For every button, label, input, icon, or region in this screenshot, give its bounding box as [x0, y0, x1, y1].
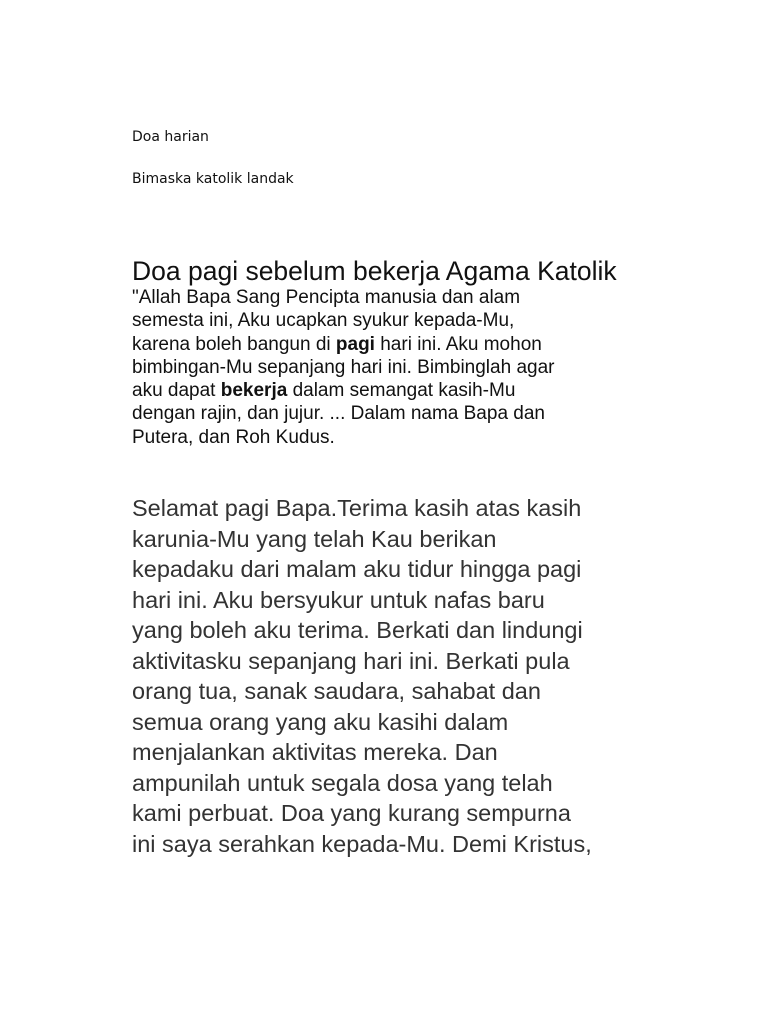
prayer1-line: bimbingan-Mu sepanjang hari ini. Bimbinglah agar	[132, 356, 555, 378]
prayer2-line: ini saya serahkan kepada-Mu. Demi Kristus,	[132, 830, 592, 857]
document-title: Doa harian	[132, 129, 209, 145]
prayer2-line: orang tua, sanak saudara, sahabat dan	[132, 678, 541, 704]
prayer1-line: Putera, dan Roh Kudus.	[132, 426, 335, 448]
prayer2-line: menjalankan aktivitas mereka. Dan	[132, 739, 498, 765]
prayer1-text: dalam semangat kasih-Mu	[287, 380, 516, 402]
prayer1-line: semesta ini, Aku ucapkan syukur kepada-Mu,	[132, 310, 515, 332]
prayer1-line: "Allah Bapa Sang Pencipta manusia dan alam	[132, 287, 521, 308]
document-subtitle: Bimaska katolik landak	[132, 171, 294, 187]
prayer1-text: aku dapat	[132, 380, 221, 402]
prayer2-line: Selamat pagi Bapa.Terima kasih atas kasih	[132, 495, 582, 521]
prayer1-bold-bekerja: bekerja	[220, 380, 288, 402]
prayer1-text: hari ini. Aku mohon	[374, 333, 542, 355]
prayer2-line: yang boleh aku terima. Berkati dan lindungi	[132, 617, 583, 643]
prayer2-line: karunia-Mu yang telah Kau berikan	[132, 525, 497, 552]
prayer1-text: karena boleh bangun di	[132, 333, 336, 355]
prayer-heading: Doa pagi sebelum bekerja Agama Katolik	[132, 256, 617, 286]
prayer2-line: hari ini. Aku bersyukur untuk nafas baru	[132, 586, 545, 613]
prayer1-line: dengan rajin, dan jujur. ... Dalam nama Bapa dan	[132, 403, 545, 425]
prayer1-line	[132, 379, 652, 402]
prayer2-line: kepadaku dari malam aku tidur hingga pagi	[132, 556, 582, 582]
prayer2-line: aktivitasku sepanjang hari ini. Berkati pula	[132, 647, 570, 674]
prayer1-bold-pagi: pagi	[335, 333, 375, 355]
thanksgiving-prayer-paragraph	[132, 493, 652, 859]
prayer2-line: ampunilah untuk segala dosa yang telah	[132, 769, 553, 796]
prayer2-line: semua orang yang aku kasihi dalam	[132, 708, 509, 735]
morning-prayer-paragraph	[132, 286, 652, 449]
prayer2-line: kami perbuat. Doa yang kurang sempurna	[132, 800, 571, 826]
prayer1-line	[132, 333, 652, 356]
